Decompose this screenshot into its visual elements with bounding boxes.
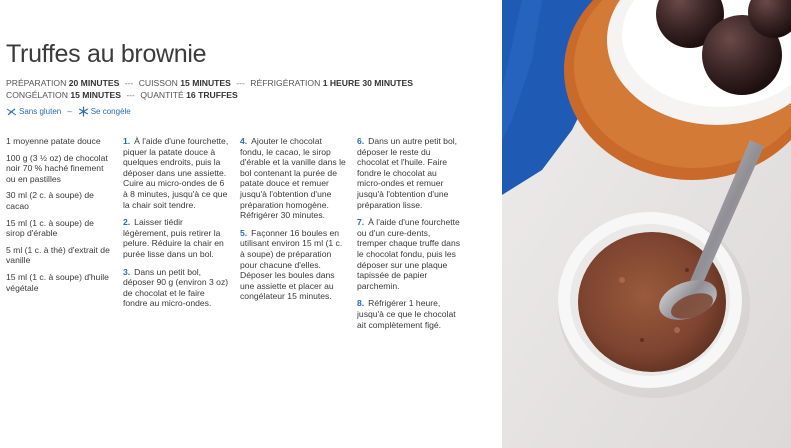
step-item [123,217,229,259]
steps-column-1 [123,136,229,316]
step-text: À l'aide d'une fourchette, piquer la patate douce à quelques endroits, puis la déposer dans une assiette. Cuire au micro-ondes de 6 à 8 minutes, jusqu'à ce que la chair soit tendre. [123,136,229,210]
tag-gluten-free [6,107,61,117]
meta-separator: --- [236,78,245,88]
recipe-tags [6,106,131,117]
ingredient-item: 30 ml (2 c. à soupe) de cacao [6,190,94,211]
steps-column-2 [240,136,346,309]
qty-label: QUANTITÉ [140,90,184,100]
step-number: 4. [240,136,248,146]
recipe-title: Truffes au brownie [6,40,207,68]
meta-line-1 [6,77,496,89]
recipe-meta [6,77,496,101]
tag-separator: – [67,107,72,116]
fridge-value: 1 HEURE 30 MINUTES [322,78,413,88]
step-number: 7. [357,217,365,228]
step-item [357,298,461,330]
steps-column-3 [357,136,461,337]
qty-value: 16 TRUFFES [186,90,238,100]
snowflake-icon [78,106,89,117]
fridge-label: RÉFRIGÉRATION [250,78,321,88]
wheat-crossed-icon [6,107,17,117]
meta-separator: --- [126,90,135,100]
ingredient-item: 1 moyenne patate douce [6,136,101,146]
tag-label: Sans gluten [19,107,62,116]
step-text: Dans un petit bol, déposer 90 g (environ 3 oz) de chocolat et le faire fondre au micro-ondes. [123,266,229,309]
tag-label: Se congèle [90,107,131,116]
step-number: 3. [123,266,131,277]
ingredient-item: 5 ml (1 c. à thé) d'extrait de vanille [6,244,110,266]
freeze-label: CONGÉLATION [6,90,68,100]
step-item [357,217,461,291]
step-text: Façonner 16 boules en utilisant environ 15 ml (1 c. à soupe) de préparation pour chacune d'elles. Déposer les boules dans une assiette et placer au congélateur 15 minutes. [240,227,343,302]
step-text: Ajouter le chocolat fondu, le cacao, le sirop d'érable et la vanille dans le bol contenant la purée de patate douce et remuer jusqu'à l'obtention d'une préparation homogène. Réfrigérer 30 minutes. [240,136,346,221]
step-item [123,267,229,309]
ingredient-item: 15 ml (1 c. à soupe) de sirop d'érable [6,217,94,239]
meta-separator: --- [124,78,134,88]
step-number: 1. [123,136,131,146]
ingredient-item: 15 ml (1 c. à soupe) d'huile végétale [6,271,109,293]
step-number: 6. [357,136,365,146]
freeze-value: 15 MINUTES [70,90,121,100]
step-text: Réfrigérer 1 heure, jusqu'à ce que le chocolat ait complètement figé. [357,298,456,330]
step-text: À l'aide d'une fourchette ou d'un cure-dents, tremper chaque truffe dans le chocolat fondu, puis les déposer sur une plaque tapissée de papier parchemin. [357,217,461,291]
prep-value: 20 MINUTES [68,78,120,88]
cook-label: CUISSON [138,78,178,88]
step-item [240,136,346,221]
step-item [357,136,461,210]
cook-value: 15 MINUTES [180,78,231,88]
step-text: Laisser tiédir légèrement, puis retirer la pelure. Réduire la chair en purée lisse dans un bol. [123,217,224,259]
step-item [240,228,346,302]
step-text: Dans un autre petit bol, déposer le reste du chocolat et l'huile. Faire fondre le chocolat au micro-ondes et remuer jusqu'à l'obtention d'une préparation lisse. [357,136,458,210]
ingredients-list [6,136,114,299]
photo-illustration [502,0,791,448]
cocoa-bowl-photo [502,0,791,448]
step-number: 8. [357,298,365,309]
step-number: 5. [240,227,248,238]
meta-line-2 [6,89,496,101]
step-item [123,136,229,210]
prep-label: PRÉPARATION [6,78,67,88]
tag-freezable [78,106,131,117]
step-number: 2. [123,217,131,228]
ingredient-item: 100 g (3 ½ oz) de chocolat noir 70 % haché finement ou en pastilles [6,152,108,184]
